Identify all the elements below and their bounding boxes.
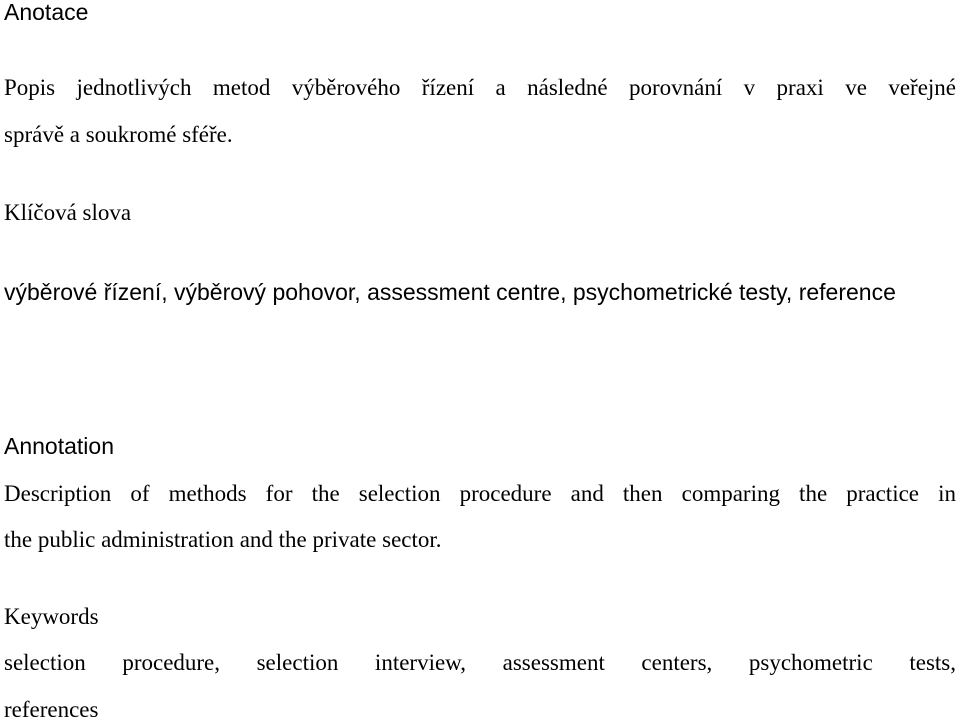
klicova-slova-heading: Klíčová slova bbox=[4, 200, 132, 225]
anotace-heading: Anotace bbox=[4, 0, 89, 25]
anotace-text-line-1: Popis jednotlivých metod výběrového řízení a následné porovnání v praxi ve veřejné bbox=[4, 75, 956, 100]
klicova-slova-text: výběrové řízení, výběrový pohovor, assessment centre, psychometrické testy, reference bbox=[4, 279, 896, 305]
keywords-text-line-2: references bbox=[4, 697, 99, 722]
keywords-text-line-1: selection procedure, selection interview, assessment centers, psychometric tests, bbox=[4, 650, 956, 675]
annotation-heading: Annotation bbox=[4, 433, 114, 459]
anotace-text-line-2: správě a soukromé sféře. bbox=[4, 122, 233, 147]
annotation-text-line-1: Description of methods for the selection procedure and then comparing the practice in bbox=[4, 481, 956, 506]
keywords-heading: Keywords bbox=[4, 604, 99, 629]
annotation-text-line-2: the public administration and the private sector. bbox=[4, 527, 442, 552]
